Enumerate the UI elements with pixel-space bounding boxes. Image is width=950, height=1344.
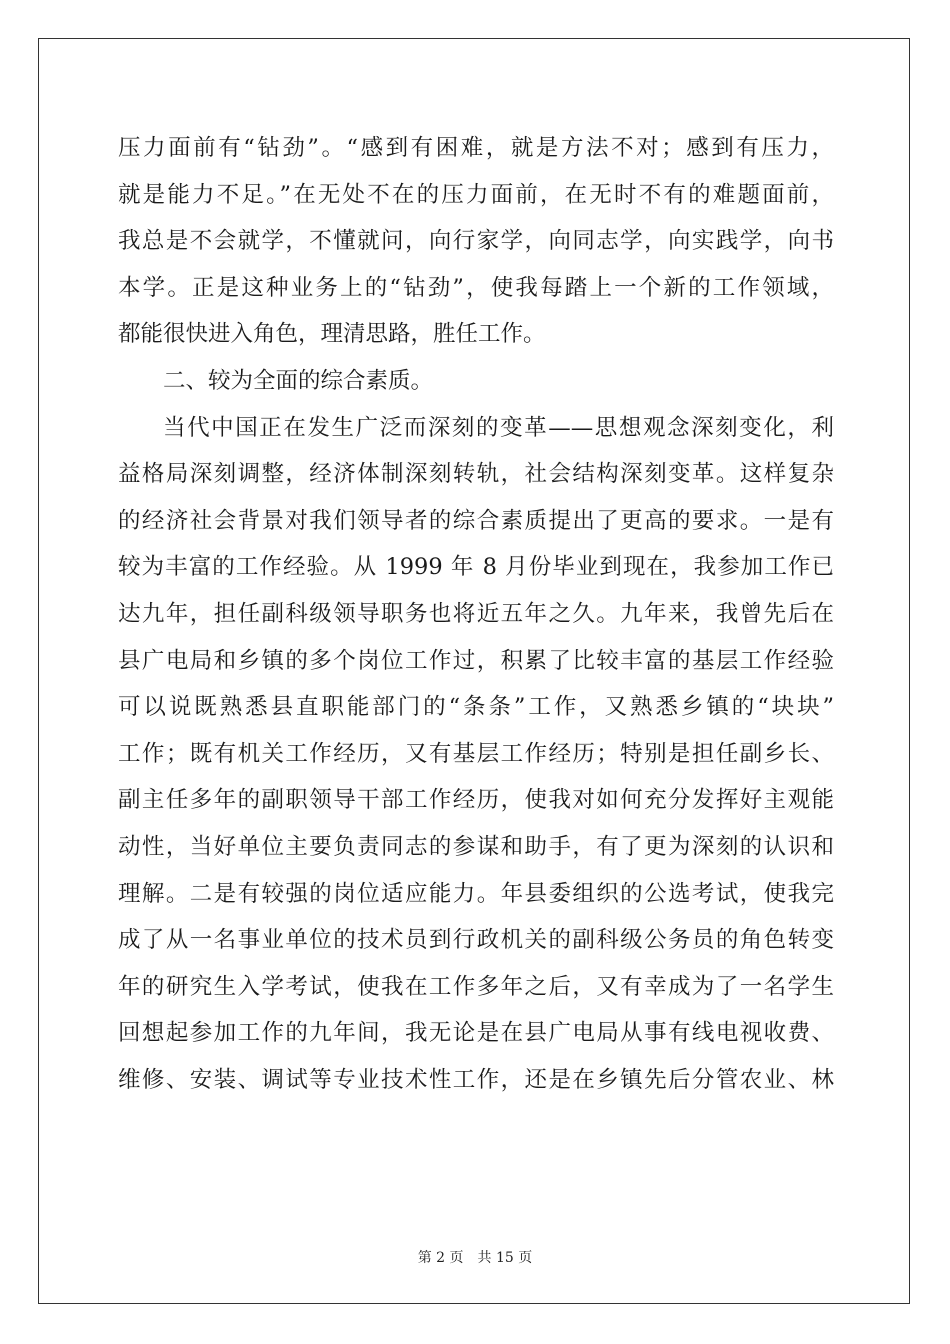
- text-line: 达九年，担任副科级领导职务也将近五年之久。九年来，我曾先后在: [118, 600, 834, 627]
- text-line: 维修、安装、调试等专业技术性工作，还是在乡镇先后分管农业、林: [118, 1066, 834, 1093]
- text-line: 我总是不会就学，不懂就问，向行家学，向同志学，向实践学，向书: [118, 228, 834, 255]
- text-line: 理解。二是有较强的岗位适应能力。年县委组织的公选考试，使我完: [118, 880, 834, 907]
- text-line: 工作；既有机关工作经历，又有基层工作经历；特别是担任副乡长、: [118, 740, 834, 767]
- text-line: 成了从一名事业单位的技术员到行政机关的副科级公务员的角色转变: [118, 927, 834, 954]
- text-line: 年的研究生入学考试，使我在工作多年之后，又有幸成为了一名学生: [118, 973, 834, 1000]
- section-heading: 二、较为全面的综合素质。: [163, 367, 434, 394]
- page-number: 第 2 页: [417, 1250, 464, 1266]
- text-line: 副主任多年的副职领导干部工作经历，使我对如何充分发挥好主观能: [118, 787, 834, 814]
- text-line: 县广电局和乡镇的多个岗位工作过，积累了比较丰富的基层工作经验: [118, 647, 834, 674]
- text-line: 益格局深刻调整，经济体制深刻转轨，社会结构深刻变革。这样复杂: [118, 461, 834, 488]
- text-line: 可以说既熟悉县直职能部门的“条条”工作，又熟悉乡镇的“块块”: [118, 694, 834, 721]
- page-footer: [0, 1247, 950, 1267]
- text-line: 较为丰富的工作经验。从 1999 年 8 月份毕业到现在，我参加工作已: [118, 554, 834, 581]
- text-line: 回想起参加工作的九年间，我无论是在县广电局从事有线电视收费、: [118, 1020, 834, 1047]
- text-line: 压力面前有“钻劲”。“感到有困难，就是方法不对；感到有压力，: [118, 135, 834, 161]
- text-line: 就是能力不足。”在无处不在的压力面前，在无时不有的难题面前，: [118, 181, 834, 208]
- document-body: [118, 125, 834, 1103]
- text-line: 动性，当好单位主要负责同志的参谋和助手，有了更为深刻的认识和: [118, 833, 834, 860]
- text-line: 本学。正是这种业务上的“钻劲”，使我每踏上一个新的工作领域，: [118, 274, 834, 301]
- text-line: 当代中国正在发生广泛而深刻的变革——思想观念深刻变化，利: [163, 414, 834, 441]
- text-line: 都能很快进入角色，理清思路，胜任工作。: [118, 321, 546, 348]
- page-total: 共 15 页: [477, 1250, 533, 1266]
- text-line: 的经济社会背景对我们领导者的综合素质提出了更高的要求。一是有: [118, 507, 834, 534]
